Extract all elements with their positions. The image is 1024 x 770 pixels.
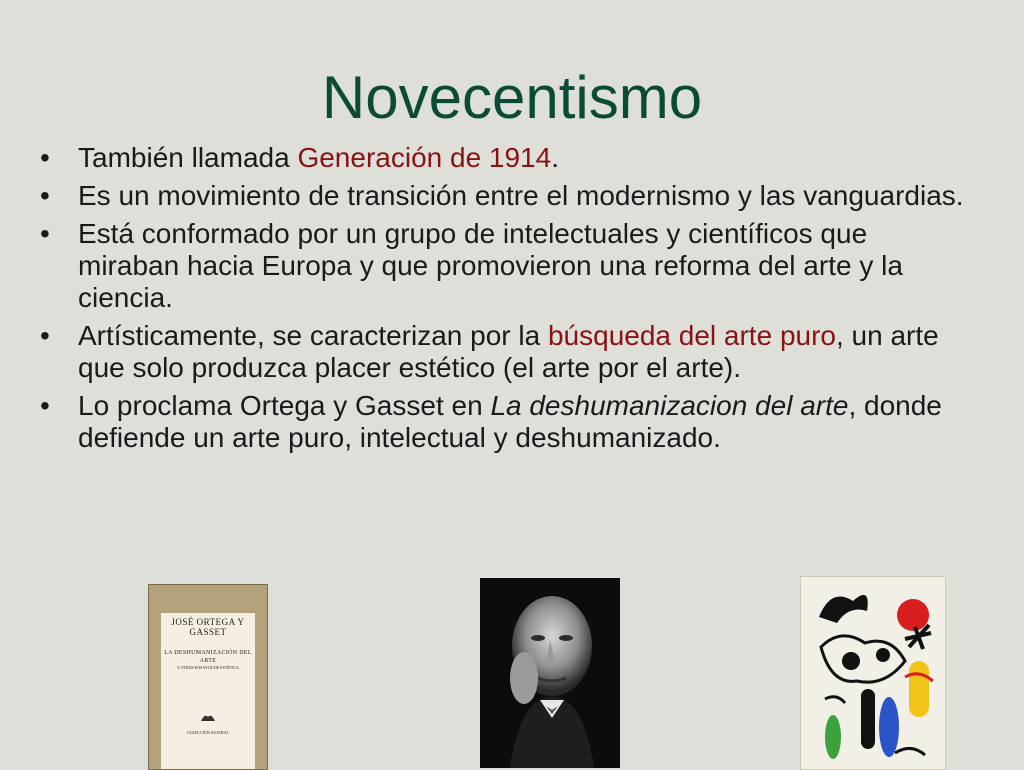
portrait-illustration	[480, 578, 620, 768]
book-title-italic: La deshumanizacion del arte	[490, 390, 849, 421]
bullet-generacion: • También llamada Generación de 1914.	[40, 142, 970, 174]
bullet-transicion: • Es un movimiento de transición entre el modernismo y las vanguardias.	[40, 180, 970, 212]
book-author: JOSÉ ORTEGA Y GASSET	[171, 617, 245, 637]
miro-painting	[800, 576, 946, 770]
book-cover-image	[148, 584, 268, 770]
book-title: LA DESHUMANIZACIÓN DEL ARTE	[164, 650, 252, 664]
bullet-ortega: • Lo proclama Ortega y Gasset en La deshumanizacion del arte, donde defiende un arte puro, intelectual y deshumanizado.	[40, 390, 970, 454]
bullet-arte-puro: • Artísticamente, se caracterizan por la búsqueda del arte puro, un arte que solo produzca placer estético (el arte por el arte).	[40, 320, 970, 384]
highlight-generacion: Generación de 1914	[297, 142, 552, 173]
bullet-intelectuales: • Está conformado por un grupo de intelectuales y científicos que miraban hacia Europa y que promovieron una reforma del arte y la ciencia.	[40, 218, 970, 314]
painting-illustration	[801, 577, 945, 769]
book-subtitle: Y OTROS ENSAYOS DE ESTÉTICA	[176, 665, 240, 670]
bullet-list	[40, 142, 970, 460]
book-collection: COLECCIÓN AUSTRAL	[186, 730, 230, 735]
highlight-arte-puro: búsqueda del arte puro	[547, 320, 836, 351]
portrait-photo	[480, 578, 620, 768]
emblem-icon	[199, 711, 217, 723]
book-cover-label	[161, 613, 255, 769]
slide-title: Novecentismo	[321, 64, 703, 131]
